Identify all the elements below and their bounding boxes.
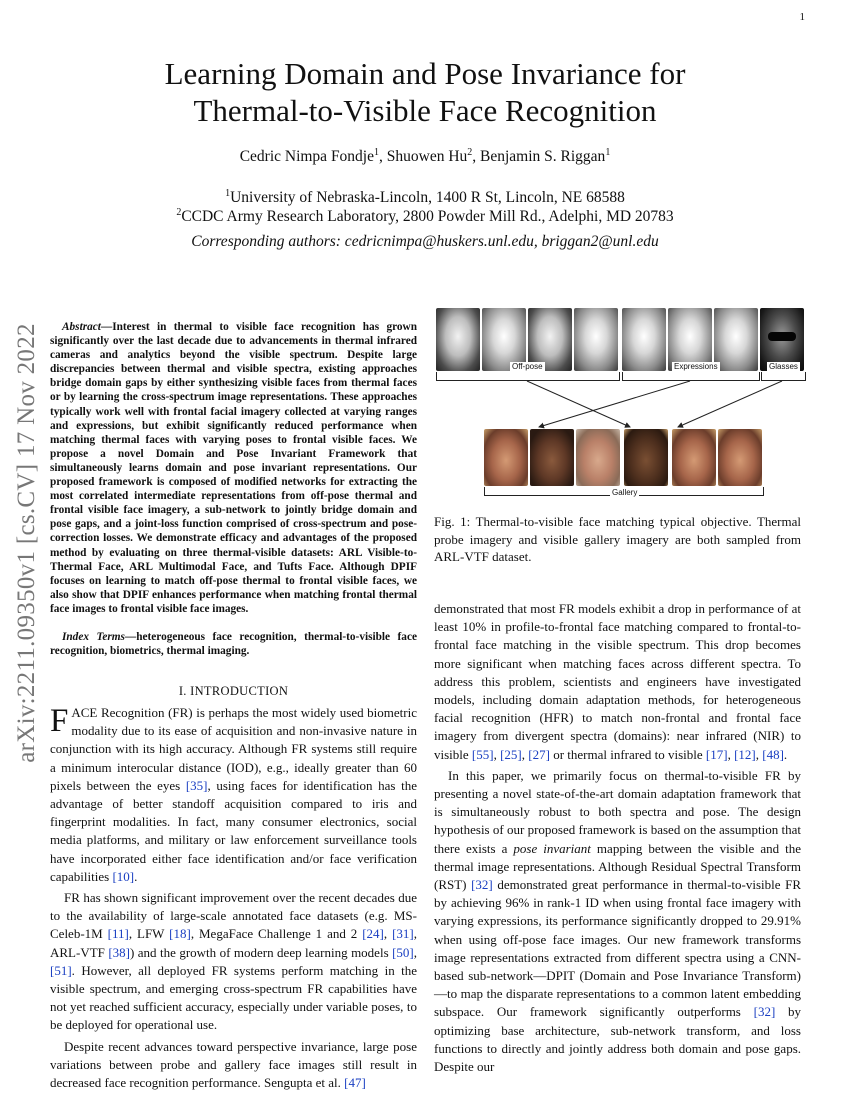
intro-paragraph-4 — [434, 767, 801, 1076]
affiliation-2-text: CCDC Army Research Laboratory, 2800 Powder Mill Rd., Adelphi, MD 20783 — [181, 208, 674, 225]
citation-link[interactable]: [51] — [50, 962, 72, 978]
text-run: , — [383, 926, 393, 942]
text-run: , — [413, 944, 417, 960]
text-run: , LFW — [128, 926, 170, 942]
citation-link[interactable]: [35] — [185, 777, 208, 793]
text-run: ) and the growth of modern deep learning models — [130, 944, 393, 960]
arrow-glasses-to-gallery — [678, 381, 782, 427]
right-column-body — [434, 600, 801, 1079]
text-run: FR has shown significant improvement over the recent decades due to the availability of large-scale annotated face datasets (e.g. MS-Celeb-1M — [50, 890, 417, 942]
arxiv-stamp-text: arXiv:2211.09350v1 [cs.CV] 17 Nov 2022 — [13, 322, 41, 763]
text-run: , — [755, 746, 763, 762]
citation-link[interactable]: [32] — [753, 1004, 776, 1020]
offpose-label: Off-pose — [512, 362, 543, 371]
affiliation-2 — [90, 207, 760, 226]
visible-gallery-image — [576, 429, 620, 486]
affiliation-1 — [90, 188, 760, 207]
text-run: ACE Recognition (FR) is perhaps the most widely used biometric modality due to its ease of acquisition and non-invasive nature in conjunction with its high accuracy. Although FR systems still require a minimum interocular distance (IOD), e.g., ideally greater than 60 pixels between the eyes — [50, 705, 417, 793]
corresponding-authors: Corresponding authors: cedricnimpa@huskers.unl.edu, briggan2@unl.edu — [191, 233, 659, 250]
gallery-label: Gallery — [612, 488, 638, 497]
author-1: Cedric Nimpa Fondje — [239, 148, 374, 165]
visible-gallery-image — [672, 429, 716, 486]
left-column-body — [50, 704, 417, 1095]
text-run: , using faces for identification has the advantage of better standoff acquisition compared to iris and fingerprint modalities. In fact, many consumer electronics, social media platforms, and military or law enforcement surveillance tools have incorporated either face identification and/or face verification capabilities — [50, 777, 417, 884]
intro-paragraph-3-cont — [434, 600, 801, 764]
citation-link[interactable]: [12] — [734, 746, 756, 762]
section-heading-introduction — [50, 684, 417, 699]
paper-title — [90, 55, 760, 129]
citation-link[interactable]: [55] — [471, 746, 494, 762]
citation-link[interactable]: [50] — [392, 944, 414, 960]
arxiv-stamp — [2, 290, 52, 795]
citation-link[interactable]: [38] — [108, 944, 131, 960]
drop-cap: F — [50, 703, 69, 739]
text-run: In this paper, we primarily focus on thermal-to-visible FR by presenting a novel state-of-the-art domain adaptation framework that is simultaneously robust to both spectra and pose. The design hypothesis of our proposed framework is based on the assumption that there exists a — [434, 767, 801, 856]
text-run: . However, all deployed FR systems perform matching in the visible spectrum, and emerging cross-spectrum FR capabilities have not yet reached sufficient accuracy, especially under variable poses, to be deployed for operational use. — [50, 962, 417, 1033]
citation-link[interactable]: [25] — [500, 746, 522, 762]
citation-link[interactable]: [18] — [169, 926, 191, 942]
title-line-2: Thermal-to-Visible Face Recognition — [193, 93, 657, 128]
title-line-1: Learning Domain and Pose Invariance for — [164, 56, 686, 91]
author-2: Shuowen Hu — [386, 148, 468, 165]
author-1-affil: 1 — [374, 146, 379, 158]
citation-link[interactable]: [24] — [362, 926, 384, 942]
section-title-first: I — [190, 684, 195, 698]
author-2-affil: 2 — [467, 146, 473, 158]
citation-link[interactable]: [31] — [392, 926, 414, 942]
abstract-label: Abstract — [62, 321, 101, 333]
text-run: , — [727, 746, 735, 762]
citation-link[interactable]: [32] — [471, 877, 493, 893]
text-run: , — [521, 746, 529, 762]
affiliation-2-sup: 2 — [176, 206, 182, 218]
page-number: 1 — [799, 11, 805, 23]
text-run: , ARL-VTF — [50, 926, 417, 960]
intro-paragraph-1 — [50, 704, 417, 886]
citation-link[interactable]: [17] — [705, 746, 728, 762]
text-run: demonstrated great performance in thermal-to-visible FR by achieving 96% in rank-1 ID when using frontal face imagery with varying expressions, its performance significantly dropped to 29.91% when using off-pose face images. Our new framework transforms image representations extracted from different spectra using a CNN-based sub-network—DPIT (Domain and Pose Invariance Transform)—to map the disparate representations to a common latent embedding subspace. Our framework significantly outperforms — [434, 877, 801, 1020]
affiliations — [90, 188, 760, 226]
author-3-affil: 1 — [605, 146, 611, 158]
citation-link[interactable]: [10] — [112, 868, 135, 884]
text-run: . — [783, 746, 788, 762]
visible-gallery-image — [484, 429, 528, 486]
text-run: by optimizing base architecture, sub-network transform, and loss functions to directly and jointly address both domain and pose gaps. Despite our — [434, 1004, 802, 1075]
text-run: . — [134, 868, 138, 884]
citation-link[interactable]: [47] — [344, 1075, 366, 1091]
intro-paragraph-2 — [50, 889, 417, 1035]
section-title-rest: NTRODUCTION — [194, 684, 289, 698]
affiliation-1-text: University of Nebraska-Lincoln, 1400 R St, Lincoln, NE 68588 — [230, 189, 625, 206]
citation-link[interactable]: [11] — [107, 926, 129, 942]
index-terms-text: —heterogeneous face recognition, thermal-to-visible face recognition, biometrics, thermal imaging. — [50, 631, 417, 658]
abstract-text: —Interest in thermal to visible face recognition has grown significantly over the last decade due to advancements in thermal infrared cameras and analytics beyond the visible spectrum. Despite large discrepancies between thermal and visible spectra, existing approaches bridge domain gaps by either synthesizing visible faces from thermal faces or by learning the cross-spectrum image representations. These approaches typically work well with frontal facial imagery collected at varying ranges and expressions, but exhibit significantly reduced performance when matching thermal faces with varying poses to frontal visible faces. We propose a novel Domain and Pose Invariant Framework that simultaneously learns domain and pose invariant representations. Our proposed framework is composed of modified networks for extracting the most correlated intermediate representations from off-pose thermal and frontal visible face imagery, a sub-network to jointly bridge domain and pose gaps, and a joint-loss function comprised of cross-spectrum and pose-correction losses. We demonstrate efficacy and advantages of the proposed method by evaluating on three thermal-visible datasets: ARL Visible-to-Thermal Face, ARL Multimodal Face, and Tufts Face. Although DPIF focuses on learning to match off-pose thermal to frontal visible faces, we also show that DPIF enhances performance when matching frontal thermal face images to frontal visible face images. — [50, 321, 417, 615]
section-number: I. — [178, 684, 187, 698]
text-run: Despite recent advances toward perspective invariance, large pose variations between probe and gallery face images still result in decreased face recognition performance. Sengupta et al. — [50, 1038, 417, 1091]
visible-gallery-image — [530, 429, 574, 486]
expressions-label: Expressions — [674, 362, 718, 371]
abstract — [50, 320, 417, 616]
author-list: Cedric Nimpa Fondje$^1$, Shuowen Hu$^2$, Benjamin S. Riggan$^1$ — [239, 146, 611, 165]
glasses-label: Glasses — [769, 362, 798, 371]
text-run: demonstrated that most FR models exhibit a drop in performance of at least 10% in profile-to-frontal face matching compared to frontal-to-frontal face matching in the visible spectrum. This drop becomes more significant when matching faces across different spectra. To address this problem, scientists and engineers have investigated models, including domain adaptation methods, for heterogeneous facial recognition (HFR) to match non-frontal and frontal face imagery from divergent spectra (domains): near infrared (NIR) to visible — [434, 601, 801, 762]
text-run: or thermal infrared to visible — [549, 746, 706, 762]
author-3: Benjamin S. Riggan — [480, 148, 606, 165]
emphasis-pose-invariant: pose invariant — [513, 840, 591, 856]
visible-gallery-image — [718, 429, 762, 486]
citation-link[interactable]: [27] — [528, 746, 550, 762]
index-terms — [50, 630, 417, 658]
figure-1-caption: Fig. 1: Thermal-to-visible face matching typical objective. Thermal probe imagery and visible gallery imagery are both sampled from ARL-VTF dataset. — [434, 514, 801, 564]
citation-link[interactable]: [48] — [762, 746, 784, 762]
index-terms-label: Index Terms — [62, 631, 125, 643]
affiliation-1-sup: 1 — [225, 187, 231, 199]
visible-gallery-image — [624, 429, 668, 486]
text-run: mapping between the visible and the thermal image representations. Although Residual Spectral Transform (RST) — [434, 840, 801, 893]
intro-paragraph-3 — [50, 1038, 417, 1093]
figure-1 — [434, 306, 806, 506]
text-run: , MegaFace Challenge 1 and 2 — [190, 926, 363, 942]
text-run: , — [493, 746, 501, 762]
